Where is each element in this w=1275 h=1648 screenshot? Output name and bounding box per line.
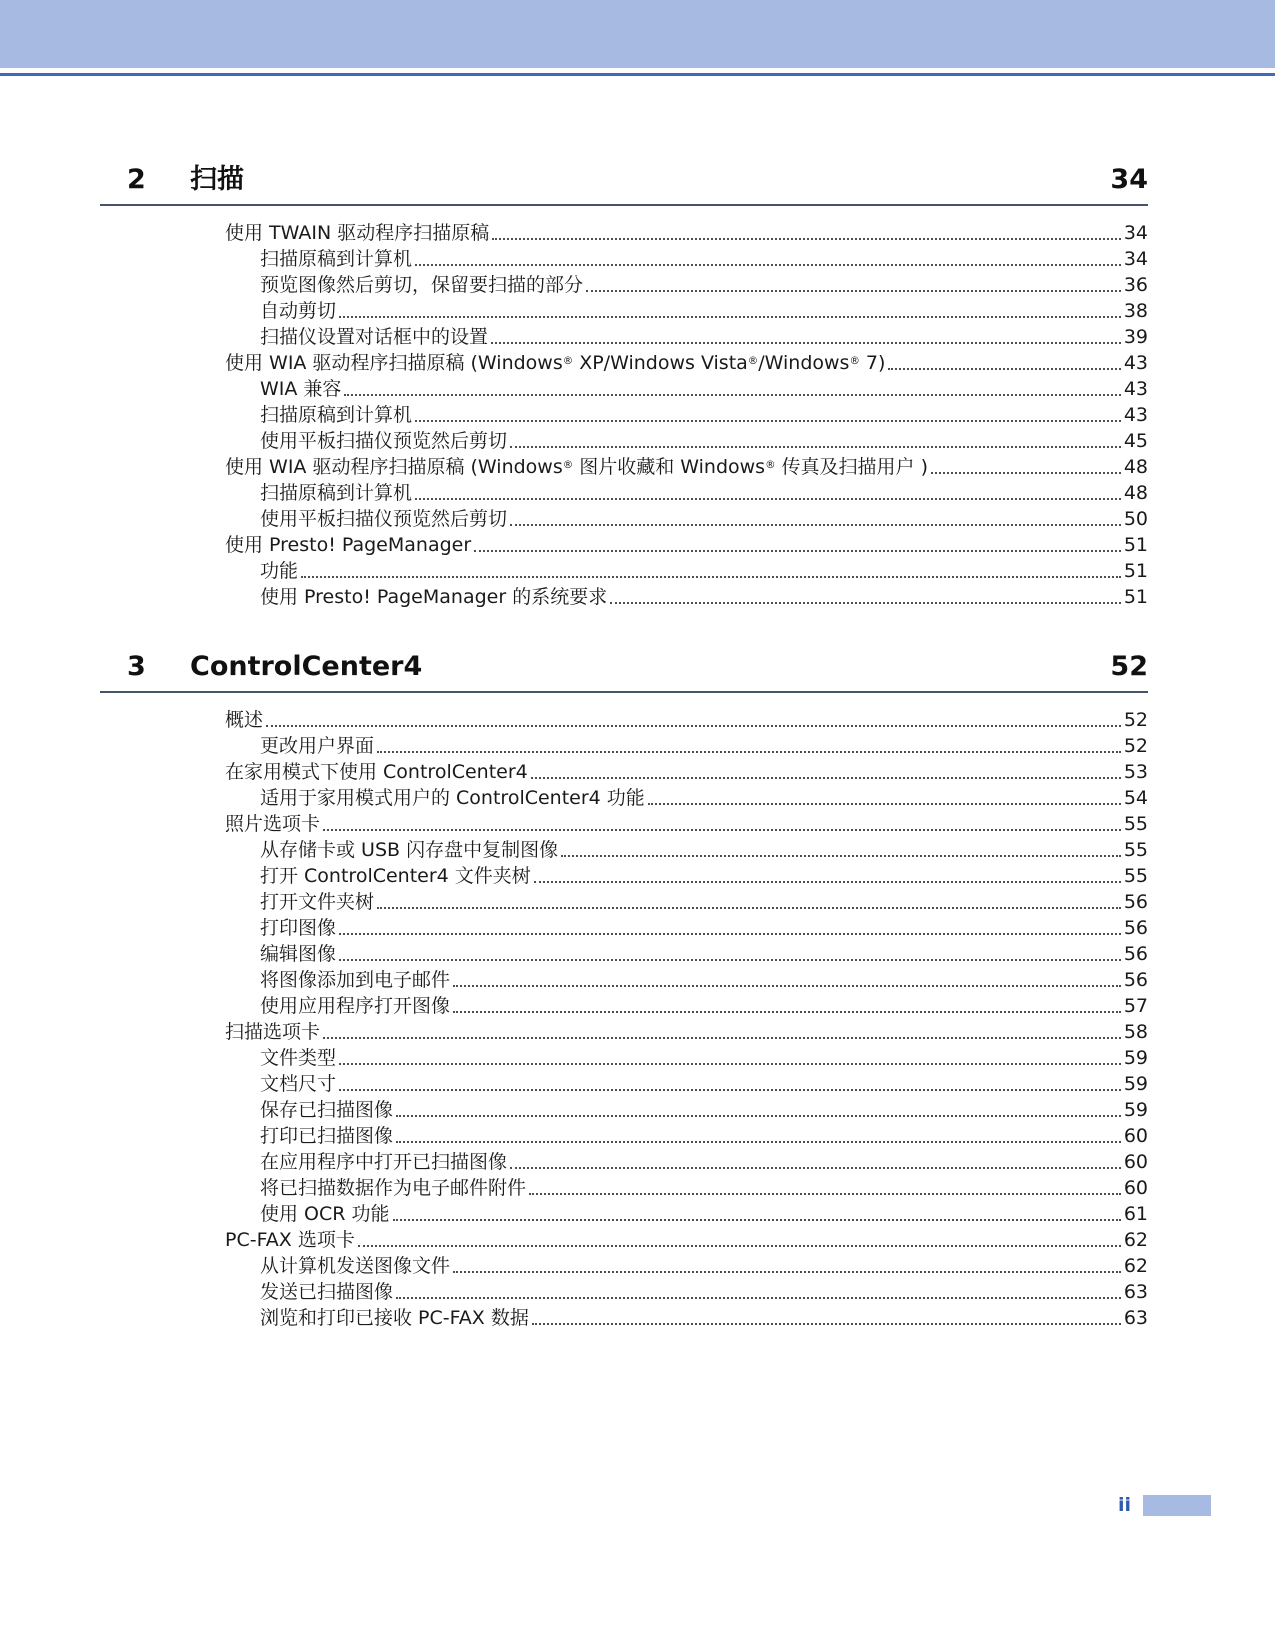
chapter-entries — [100, 220, 1148, 610]
toc-entry-title: 文档尺寸 — [260, 1073, 337, 1095]
toc-entry-page: 55 — [1123, 865, 1148, 887]
page-number-label: ii — [1117, 1494, 1131, 1516]
toc-entry-title: 文件类型 — [260, 1047, 337, 1069]
toc-entry-title: 使用 Presto! PageManager — [225, 534, 472, 556]
toc-entry-page: 43 — [1123, 378, 1148, 400]
toc-entry[interactable] — [260, 733, 1148, 759]
toc-entry[interactable] — [260, 324, 1148, 350]
toc-leader — [355, 1227, 1124, 1253]
toc-entry[interactable] — [260, 584, 1148, 610]
toc-entry-title: 编辑图像 — [260, 943, 337, 965]
toc-entry-page: 52 — [1123, 709, 1148, 731]
toc-leader — [263, 707, 1124, 733]
toc-leader — [390, 1201, 1124, 1227]
toc-leader — [393, 1097, 1124, 1123]
toc-entry-page: 55 — [1123, 839, 1148, 861]
toc-entry-page: 62 — [1123, 1229, 1148, 1251]
toc-entry[interactable] — [260, 993, 1148, 1019]
toc-entry-title: 概述 — [225, 709, 264, 731]
toc-entry-page: 59 — [1123, 1099, 1148, 1121]
toc-entry-page: 56 — [1123, 943, 1148, 965]
toc-leader — [507, 506, 1124, 532]
toc-entry-title: 打印已扫描图像 — [260, 1125, 394, 1147]
toc-entry-title: 打开 ControlCenter4 文件夹树 — [260, 865, 531, 887]
toc-leader — [393, 1279, 1124, 1305]
toc-entry-page: 48 — [1123, 456, 1148, 478]
chapter-title: ControlCenter4 — [190, 651, 423, 682]
toc-entry[interactable] — [260, 506, 1148, 532]
toc-leader — [928, 454, 1124, 480]
toc-entry-title: 浏览和打印已接收 PC-FAX 数据 — [260, 1307, 529, 1329]
toc-entry-page: 53 — [1123, 761, 1148, 783]
toc-entry[interactable] — [225, 350, 1148, 376]
toc-entry-title: 扫描选项卡 — [225, 1021, 321, 1043]
toc-entry-title: 将已扫描数据作为电子邮件附件 — [260, 1177, 527, 1199]
toc-entry-page: 63 — [1123, 1281, 1148, 1303]
toc-entry-page: 48 — [1123, 482, 1148, 504]
toc-entry-page: 56 — [1123, 917, 1148, 939]
toc-entry-title: 保存已扫描图像 — [260, 1099, 394, 1121]
toc-entry[interactable] — [260, 376, 1148, 402]
toc-entry[interactable] — [260, 1279, 1148, 1305]
toc-entry[interactable] — [225, 707, 1148, 733]
toc-entry-page: 36 — [1123, 274, 1148, 296]
toc-chapter — [100, 163, 1148, 610]
toc-chapter — [100, 650, 1148, 1331]
toc-entry[interactable] — [225, 811, 1148, 837]
toc-entry-title: 预览图像然后剪切，保留要扫描的部分 — [260, 274, 584, 296]
toc-entry-page: 51 — [1123, 586, 1148, 608]
toc-entry[interactable] — [225, 759, 1148, 785]
toc-leader — [507, 1149, 1124, 1175]
toc-entry-title: 使用 WIA 驱动程序扫描原稿 (Windows® 图片收藏和 Windows® 传真及扫描用户 ) — [225, 456, 929, 478]
toc-entry[interactable] — [260, 837, 1148, 863]
header-rule — [0, 73, 1275, 76]
toc-leader — [450, 1253, 1124, 1279]
toc-entry-page: 43 — [1123, 404, 1148, 426]
toc-leader — [450, 993, 1124, 1019]
toc-entry-page: 54 — [1123, 787, 1148, 809]
toc-entry-page: 61 — [1123, 1203, 1148, 1225]
toc-leader — [412, 480, 1124, 506]
toc-leader — [341, 376, 1123, 402]
toc-entry[interactable] — [260, 1123, 1148, 1149]
toc-entry[interactable] — [225, 454, 1148, 480]
toc-entry[interactable] — [225, 220, 1148, 246]
toc-entry[interactable] — [260, 480, 1148, 506]
toc-entry-page: 56 — [1123, 969, 1148, 991]
toc-entry-page: 58 — [1123, 1021, 1148, 1043]
toc-entry[interactable] — [225, 1227, 1148, 1253]
toc-entry-page: 34 — [1123, 222, 1148, 244]
toc-entry-title: PC-FAX 选项卡 — [225, 1229, 355, 1251]
toc-entry[interactable] — [260, 941, 1148, 967]
toc-entry-page: 63 — [1123, 1307, 1148, 1329]
toc-entry[interactable] — [260, 1071, 1148, 1097]
toc-entry-title: 将图像添加到电子邮件 — [260, 969, 451, 991]
footer-accent-rect — [1143, 1495, 1211, 1516]
toc-entry-page: 60 — [1123, 1177, 1148, 1199]
toc-entry-title: 使用平板扫描仪预览然后剪切 — [260, 430, 508, 452]
toc-entry-title: WIA 兼容 — [260, 378, 342, 400]
toc-entry[interactable] — [260, 246, 1148, 272]
toc-leader — [320, 811, 1124, 837]
chapter-page: 34 — [1110, 164, 1148, 195]
toc-entry-title: 从存储卡或 USB 闪存盘中复制图像 — [260, 839, 559, 861]
header-bar — [0, 0, 1275, 68]
toc-leader — [412, 246, 1124, 272]
toc-entry[interactable] — [260, 1045, 1148, 1071]
toc-entry-title: 使用 TWAIN 驱动程序扫描原稿 — [225, 222, 490, 244]
toc-leader — [298, 558, 1124, 584]
toc-leader — [336, 1071, 1124, 1097]
toc-entry[interactable] — [225, 1019, 1148, 1045]
chapter-title: 扫描 — [190, 164, 244, 195]
toc-entry[interactable] — [260, 298, 1148, 324]
chapter-heading — [100, 163, 1148, 206]
toc-leader — [374, 889, 1124, 915]
toc-entry-title: 扫描仪设置对话框中的设置 — [260, 326, 489, 348]
toc-leader — [885, 350, 1123, 376]
toc-entry[interactable] — [260, 1305, 1148, 1331]
toc-entry-page: 59 — [1123, 1073, 1148, 1095]
toc-entry-title: 在家用模式下使用 ControlCenter4 — [225, 761, 528, 783]
toc-content — [100, 163, 1148, 1371]
toc-entry-title: 使用应用程序打开图像 — [260, 995, 451, 1017]
toc-entry-title: 发送已扫描图像 — [260, 1281, 394, 1303]
toc-leader — [645, 785, 1124, 811]
toc-entry-page: 38 — [1123, 300, 1148, 322]
toc-entry-page: 52 — [1123, 735, 1148, 757]
toc-entry-title: 在应用程序中打开已扫描图像 — [260, 1151, 508, 1173]
toc-leader — [450, 967, 1124, 993]
toc-leader — [529, 1305, 1124, 1331]
toc-entry[interactable] — [260, 1097, 1148, 1123]
chapter-page: 52 — [1110, 651, 1148, 682]
toc-leader — [336, 1045, 1124, 1071]
toc-leader — [412, 402, 1124, 428]
toc-entry-page: 60 — [1123, 1151, 1148, 1173]
chapter-entries — [100, 707, 1148, 1331]
toc-leader — [489, 220, 1124, 246]
toc-entry-title: 扫描原稿到计算机 — [260, 404, 413, 426]
toc-entry-title: 扫描原稿到计算机 — [260, 248, 413, 270]
page-footer — [1118, 1494, 1211, 1516]
toc-entry[interactable] — [260, 785, 1148, 811]
toc-leader — [336, 941, 1124, 967]
toc-entry-title: 更改用户界面 — [260, 735, 375, 757]
toc-entry[interactable] — [260, 1201, 1148, 1227]
toc-entry[interactable] — [260, 272, 1148, 298]
toc-leader — [507, 428, 1124, 454]
toc-leader — [374, 733, 1124, 759]
toc-entry-title: 照片选项卡 — [225, 813, 321, 835]
toc-entry[interactable] — [260, 889, 1148, 915]
toc-entry-title: 从计算机发送图像文件 — [260, 1255, 451, 1277]
toc-entry[interactable] — [260, 558, 1148, 584]
chapter-heading — [100, 650, 1148, 693]
toc-leader — [471, 532, 1124, 558]
toc-leader — [531, 863, 1124, 889]
toc-entry[interactable] — [260, 863, 1148, 889]
toc-entry[interactable] — [260, 428, 1148, 454]
toc-entry-page: 34 — [1123, 248, 1148, 270]
toc-entry-title: 适用于家用模式用户的 ControlCenter4 功能 — [260, 787, 645, 809]
toc-entry-page: 59 — [1123, 1047, 1148, 1069]
toc-entry[interactable] — [225, 532, 1148, 558]
toc-entry-title: 功能 — [260, 560, 299, 582]
toc-entry-page: 55 — [1123, 813, 1148, 835]
toc-leader — [528, 759, 1124, 785]
toc-entry[interactable] — [260, 967, 1148, 993]
toc-entry[interactable] — [260, 1175, 1148, 1201]
toc-leader — [320, 1019, 1124, 1045]
toc-entry-page: 43 — [1123, 352, 1148, 374]
chapter-number: 3 — [127, 651, 146, 682]
toc-entry-title: 使用 OCR 功能 — [260, 1203, 390, 1225]
toc-entry[interactable] — [260, 1149, 1148, 1175]
toc-entry[interactable] — [260, 915, 1148, 941]
toc-entry-title: 打印图像 — [260, 917, 337, 939]
toc-entry-title: 扫描原稿到计算机 — [260, 482, 413, 504]
toc-entry-page: 62 — [1123, 1255, 1148, 1277]
toc-entry[interactable] — [260, 1253, 1148, 1279]
toc-entry-title: 自动剪切 — [260, 300, 337, 322]
toc-leader — [526, 1175, 1124, 1201]
toc-leader — [488, 324, 1124, 350]
toc-entry-page: 60 — [1123, 1125, 1148, 1147]
toc-entry-title: 使用 Presto! PageManager 的系统要求 — [260, 586, 608, 608]
toc-entry-page: 56 — [1123, 891, 1148, 913]
toc-leader — [558, 837, 1124, 863]
toc-leader — [583, 272, 1124, 298]
toc-entry[interactable] — [260, 402, 1148, 428]
toc-leader — [336, 298, 1124, 324]
toc-entry-title: 打开文件夹树 — [260, 891, 375, 913]
toc-entry-page: 45 — [1123, 430, 1148, 452]
toc-leader — [336, 915, 1124, 941]
toc-entry-page: 39 — [1123, 326, 1148, 348]
chapter-number: 2 — [127, 164, 146, 195]
toc-leader — [393, 1123, 1124, 1149]
toc-leader — [607, 584, 1124, 610]
toc-entry-page: 57 — [1123, 995, 1148, 1017]
toc-entry-page: 50 — [1123, 508, 1148, 530]
toc-entry-title: 使用平板扫描仪预览然后剪切 — [260, 508, 508, 530]
toc-entry-title: 使用 WIA 驱动程序扫描原稿 (Windows® XP/Windows Vista®/Windows® 7) — [225, 352, 886, 374]
toc-entry-page: 51 — [1123, 534, 1148, 556]
toc-entry-page: 51 — [1123, 560, 1148, 582]
